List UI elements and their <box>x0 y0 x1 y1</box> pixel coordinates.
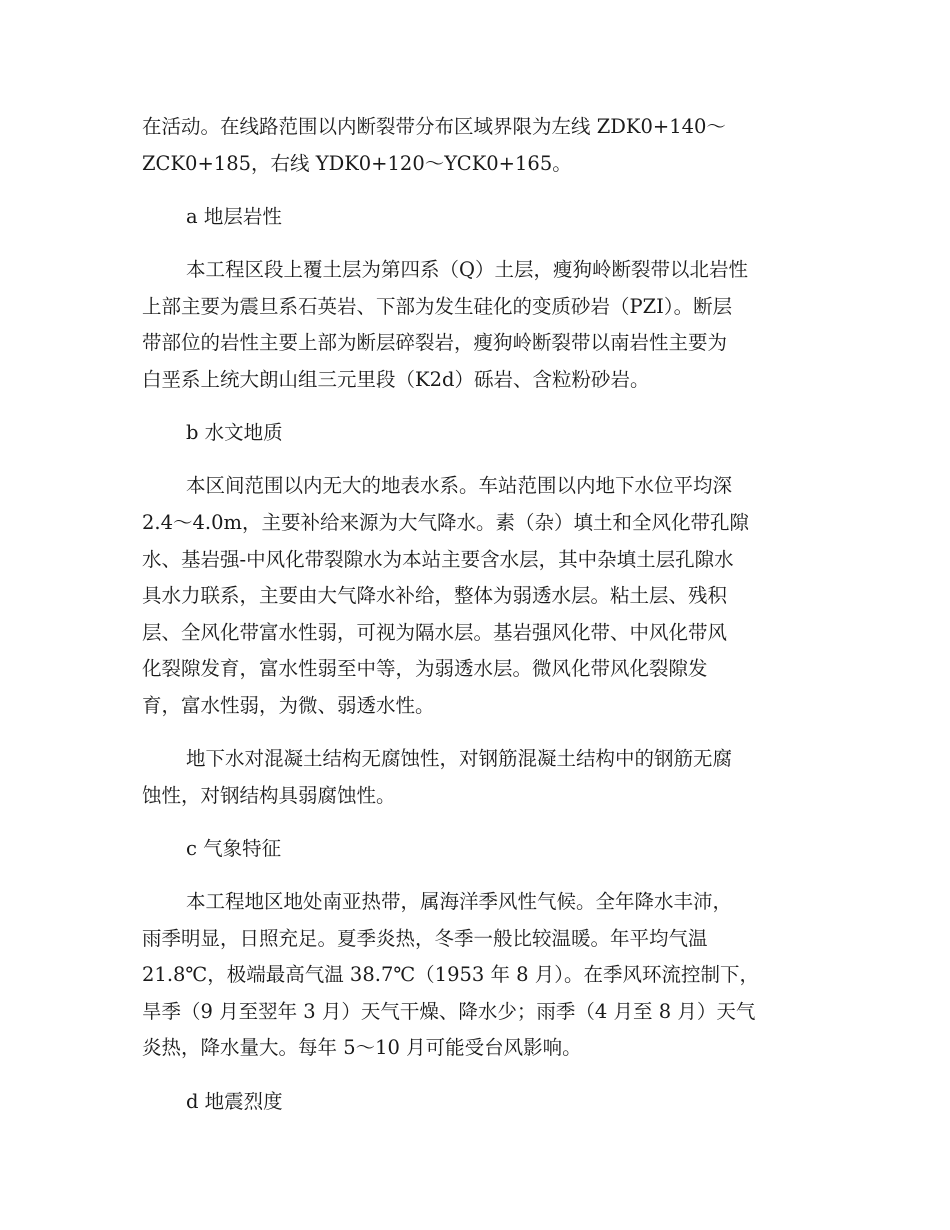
text-line: 在活动。在线路范围以内断裂带分布区域界限为左线 ZDK0+140～ <box>142 115 726 138</box>
text-line: ZCK0+185，右线 YDK0+120～YCK0+165。 <box>142 152 572 175</box>
text-line: 层、全风化带富水性弱，可视为隔水层。基岩强风化带、中风化带风 <box>142 621 728 644</box>
section-heading-b: b 水文地质 <box>186 421 283 444</box>
section-heading-a: a 地层岩性 <box>186 205 282 228</box>
text-line: 本区间范围以内无大的地表水系。车站范围以内地下水位平均深 <box>186 474 733 497</box>
text-line: 21.8℃，极端最高气温 38.7℃（1953 年 8 月）。在季风环流控制下， <box>142 963 760 986</box>
text-line: 育，富水性弱，为微、弱透水性。 <box>142 694 435 717</box>
text-line: 上部主要为震旦系石英岩、下部为发生硅化的变质砂岩（PZI）。断层 <box>142 295 733 318</box>
text-line: 本工程地区地处南亚热带，属海洋季风性气候。全年降水丰沛， <box>186 890 733 913</box>
text-line: 带部位的岩性主要上部为断层碎裂岩，瘦狗岭断裂带以南岩性主要为 <box>142 331 728 354</box>
section-heading-d: d 地震烈度 <box>186 1090 283 1113</box>
text-line: 本工程区段上覆土层为第四系（Q）土层，瘦狗岭断裂带以北岩性 <box>186 258 748 281</box>
text-line: 具水力联系，主要由大气降水补给，整体为弱透水层。粘土层、残积 <box>142 584 728 607</box>
text-line: 炎热，降水量大。每年 5～10 月可能受台风影响。 <box>142 1036 582 1059</box>
text-line: 旱季（9 月至翌年 3 月）天气干燥、降水少；雨季（4 月至 8 月）天气 <box>142 1000 756 1023</box>
text-line: 2.4～4.0m，主要补给来源为大气降水。素（杂）填土和全风化带孔隙 <box>142 511 750 534</box>
text-line: 水、基岩强-中风化带裂隙水为本站主要含水层，其中杂填土层孔隙水 <box>142 548 734 571</box>
text-line: 化裂隙发育，富水性弱至中等，为弱透水层。微风化带风化裂隙发 <box>142 657 708 680</box>
text-line: 雨季明显，日照充足。夏季炎热，冬季一般比较温暖。年平均气温 <box>142 927 708 950</box>
text-line: 白垩系上统大朗山组三元里段（K2d）砾岩、含粒粉砂岩。 <box>142 368 650 391</box>
section-heading-c: c 气象特征 <box>186 837 282 860</box>
text-line: 蚀性，对钢结构具弱腐蚀性。 <box>142 784 396 807</box>
text-line: 地下水对混凝土结构无腐蚀性，对钢筋混凝土结构中的钢筋无腐 <box>186 747 733 770</box>
